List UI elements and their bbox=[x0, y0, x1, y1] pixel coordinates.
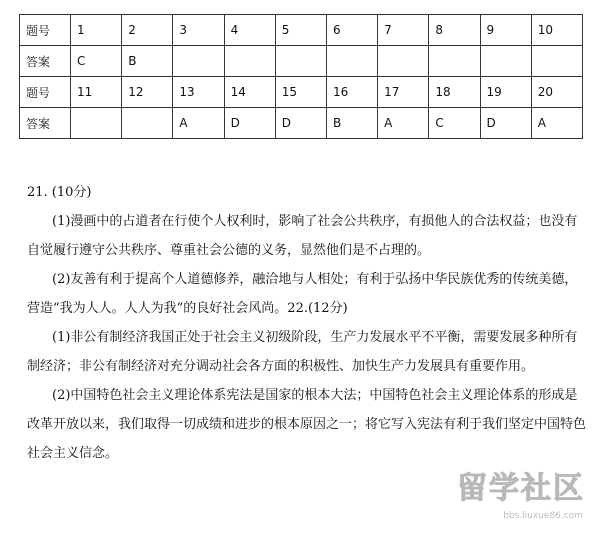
table-row bbox=[20, 46, 583, 77]
table-cell: 14 bbox=[224, 77, 275, 108]
table-cell: C bbox=[71, 46, 122, 77]
table-cell: 18 bbox=[429, 77, 480, 108]
watermark-url: bbs.liuxue86.com bbox=[503, 511, 583, 521]
q21-part1: (1)漫画中的占道者在行使个人权利时，影响了社会公共秩序，有损他人的合法权益；也没有自觉履行遵守公共秩序、尊重社会公德的义务，显然他们是不占理的。 bbox=[27, 214, 578, 258]
table-cell: 5 bbox=[275, 15, 326, 46]
table-cell bbox=[224, 46, 275, 77]
table-cell: 13 bbox=[173, 77, 224, 108]
table-cell: D bbox=[480, 108, 531, 139]
table-cell: 11 bbox=[71, 77, 122, 108]
table-cell: 8 bbox=[429, 15, 480, 46]
table-cell: 17 bbox=[378, 77, 429, 108]
table-cell: A bbox=[173, 108, 224, 139]
q21-heading: 21. (10分) bbox=[27, 185, 92, 200]
answer-table bbox=[19, 14, 583, 139]
table-cell: D bbox=[224, 108, 275, 139]
q22-part2: (2)中国特色社会主义理论体系宪法是国家的根本大法；中国特色社会主义理论体系的形成是改革开放以来，我们取得一切成绩和进步的根本原因之一；将它写入宪法有利于我们坚定中国特色社会主义信念。 bbox=[27, 388, 587, 461]
q21-part2: (2)友善有利于提高个人道德修养，融洽地与人相处；有利于弘扬中华民族优秀的传统美德，营造“我为人人。人人为我”的良好社会风尚。22.(12分) bbox=[27, 272, 578, 316]
table-cell bbox=[326, 46, 377, 77]
table-cell: 19 bbox=[480, 77, 531, 108]
table-row bbox=[20, 15, 583, 46]
table-cell: C bbox=[429, 108, 480, 139]
table-cell: 15 bbox=[275, 77, 326, 108]
table-cell: A bbox=[531, 108, 582, 139]
row-header: 答案 bbox=[20, 108, 71, 139]
table-row bbox=[20, 108, 583, 139]
table-cell bbox=[122, 108, 173, 139]
watermark-title: 留学社区 bbox=[457, 471, 585, 506]
table-cell: 12 bbox=[122, 77, 173, 108]
table-cell: B bbox=[326, 108, 377, 139]
table-row bbox=[20, 77, 583, 108]
row-header: 题号 bbox=[20, 77, 71, 108]
table-cell: 7 bbox=[378, 15, 429, 46]
table-cell: 1 bbox=[71, 15, 122, 46]
table-cell: 2 bbox=[122, 15, 173, 46]
table-cell bbox=[71, 108, 122, 139]
table-cell bbox=[275, 46, 326, 77]
q22-part1: (1)非公有制经济我国正处于社会主义初级阶段，生产力发展水平不平衡，需要发展多种所有制经济；非公有制经济对充分调动社会各方面的积极性、加快生产力发展具有重要作用。 bbox=[27, 330, 578, 374]
table-cell: 10 bbox=[531, 15, 582, 46]
table-cell bbox=[378, 46, 429, 77]
table-cell bbox=[531, 46, 582, 77]
row-header: 题号 bbox=[20, 15, 71, 46]
table-cell: 20 bbox=[531, 77, 582, 108]
table-cell: 6 bbox=[326, 15, 377, 46]
table-cell: D bbox=[275, 108, 326, 139]
table-cell: 16 bbox=[326, 77, 377, 108]
row-header: 答案 bbox=[20, 46, 71, 77]
table-cell bbox=[173, 46, 224, 77]
table-cell bbox=[480, 46, 531, 77]
table-cell: B bbox=[122, 46, 173, 77]
answer-explanations bbox=[27, 178, 587, 468]
table-cell: 4 bbox=[224, 15, 275, 46]
site-watermark bbox=[419, 463, 589, 521]
table-cell: 3 bbox=[173, 15, 224, 46]
table-cell: A bbox=[378, 108, 429, 139]
table-cell: 9 bbox=[480, 15, 531, 46]
table-cell bbox=[429, 46, 480, 77]
